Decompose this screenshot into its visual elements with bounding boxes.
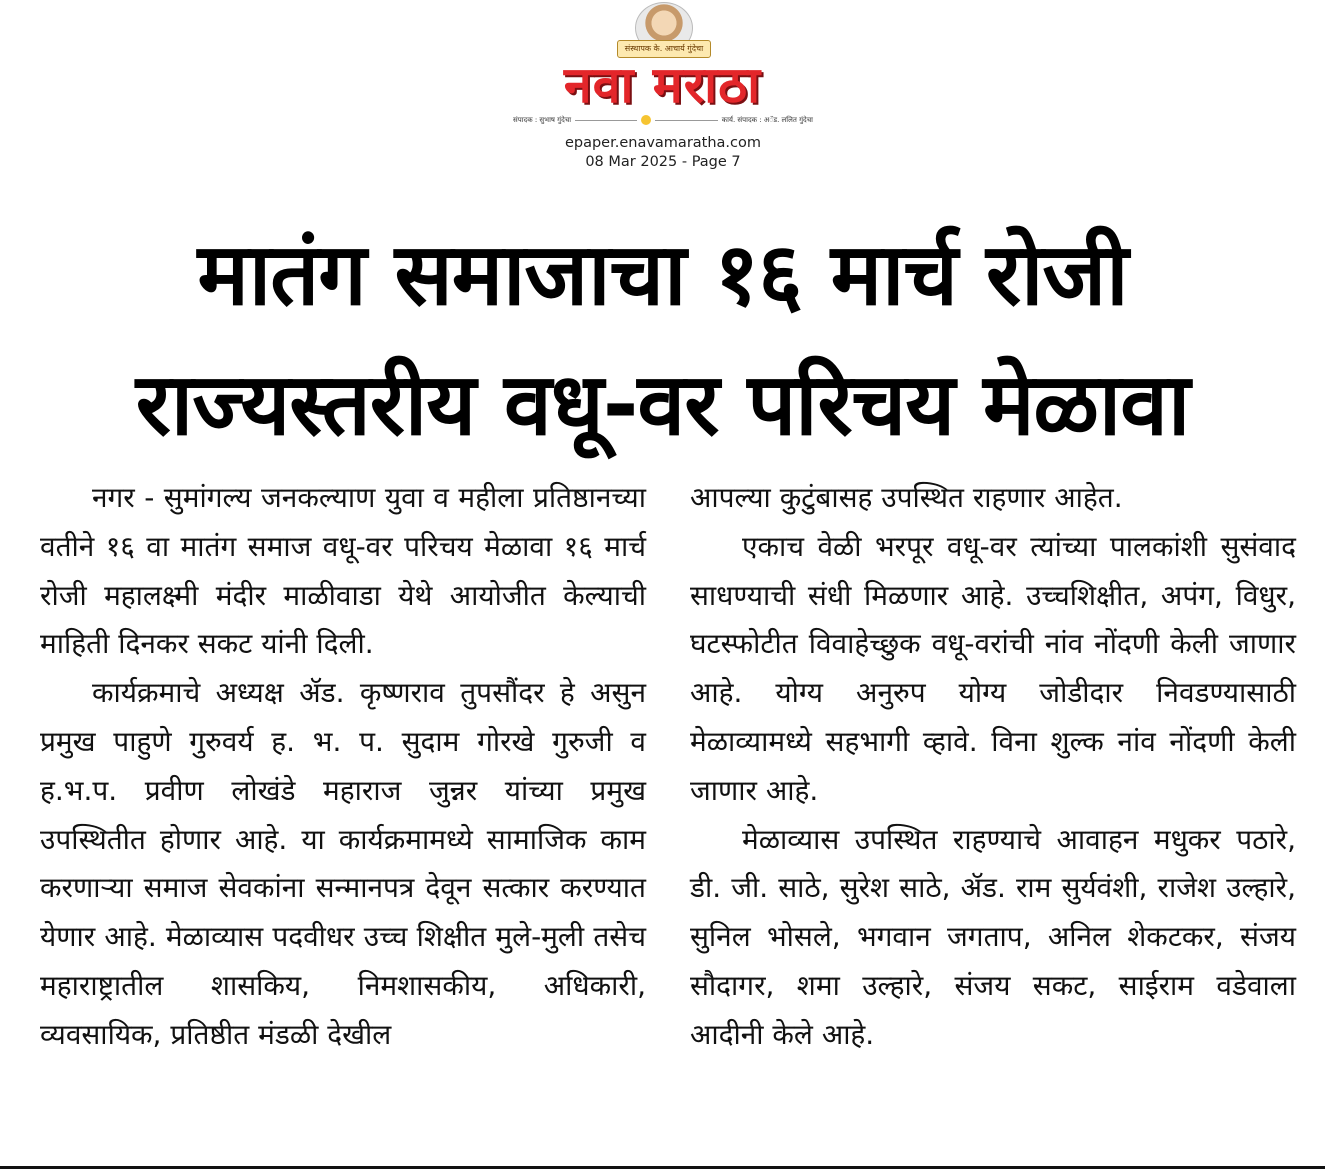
headline	[0, 210, 1325, 470]
source-site[interactable]: epaper.enavamaratha.com	[564, 135, 762, 151]
masthead-credits	[513, 114, 813, 126]
article-column-right	[690, 474, 1296, 1060]
divider	[655, 120, 717, 121]
article-paragraph: एकाच वेळी भरपूर वधू-वर त्यांच्या पालकांशी सुसंवाद साधण्याची संधी मिळणार आहे. उच्चशिक्षीत, अपंग, विधुर, घटस्फोटीत विवाहेच्छुक वधू-वरांची नांव नोंदणी केली जाणार आहे. योग्य अनुरुप योग्य जोडीदार निवडण्यासाठी मेळाव्यामध्ये सहभागी व्हावे. विना शुल्क नांव नोंदणी केली जाणार आहे.	[690, 529, 1296, 807]
article-paragraph: आपल्या कुटुंबासह उपस्थित राहणार आहेत.	[690, 481, 1123, 514]
newspaper-logo: नवा मराठा	[563, 56, 762, 114]
source-date-page: 08 Mar 2025 - Page 7	[585, 154, 741, 170]
editor-credit: संपादक : सुभाष गुंदेचा	[513, 116, 572, 124]
headline-line-1: मातंग समाजाचा १६ मार्च रोजी	[197, 225, 1128, 325]
bottom-divider	[0, 1166, 1325, 1169]
article-paragraph: कार्यक्रमाचे अध्यक्ष ॲड. कृष्णराव तुपसौंदर हे असुन प्रमुख पाहुणे गुरुवर्य ह. भ. प. सुदाम गोरखे गुरुजी व ह.भ.प. प्रवीण लोखंडे महाराज जुन्नर यांच्या प्रमुख उपस्थितीत होणार आहे. या कार्यक्रमामध्ये सामाजिक काम करणाऱ्या समाज सेवकांना सन्मानपत्र देवून सत्कार करण्यात येणार आहे. मेळाव्यास पदवीधर उच्च शिक्षीत मुले-मुली तसेच महाराष्ट्रातील शासकिय, निमशासकीय, अधिकारी, व्यवसायिक, प्रतिष्ठीत मंडळी देखील	[40, 676, 646, 1051]
article-paragraph: मेळाव्यास उपस्थित राहण्याचे आवाहन मधुकर पठारे, डी. जी. साठे, सुरेश साठे, ॲड. राम सुर्यवंशी, राजेश उल्हारे, सुनिल भोसले, भगवान जगताप, अनिल शेकटकर, संजय सौदागर, शमा उल्हारे, संजय सकट, साईराम वडेवाला आदीनी केले आहे.	[690, 822, 1296, 1051]
source-info	[463, 134, 863, 172]
headline-line-2: राज्यस्तरीय वधू-वर परिचय मेळावा	[135, 355, 1190, 455]
sun-icon	[641, 115, 651, 125]
article-paragraph: नगर - सुमांगल्य जनकल्याण युवा व महीला प्रतिष्ठानच्या वतीने १६ वा मातंग समाज वधू-वर परिचय मेळावा १६ मार्च रोजी महालक्ष्मी मंदीर माळीवाडा येथे आयोजीत केल्याची माहिती दिनकर सकट यांनी दिली.	[40, 481, 646, 661]
founder-caption: संस्थापक के. आचार्य गुंदेचा	[617, 40, 711, 58]
executive-editor-credit: कार्य. संपादक : अॅड. ललित गुंदेचा	[721, 116, 813, 124]
masthead	[505, 0, 820, 130]
article-column-left	[40, 474, 646, 1060]
divider	[575, 120, 637, 121]
